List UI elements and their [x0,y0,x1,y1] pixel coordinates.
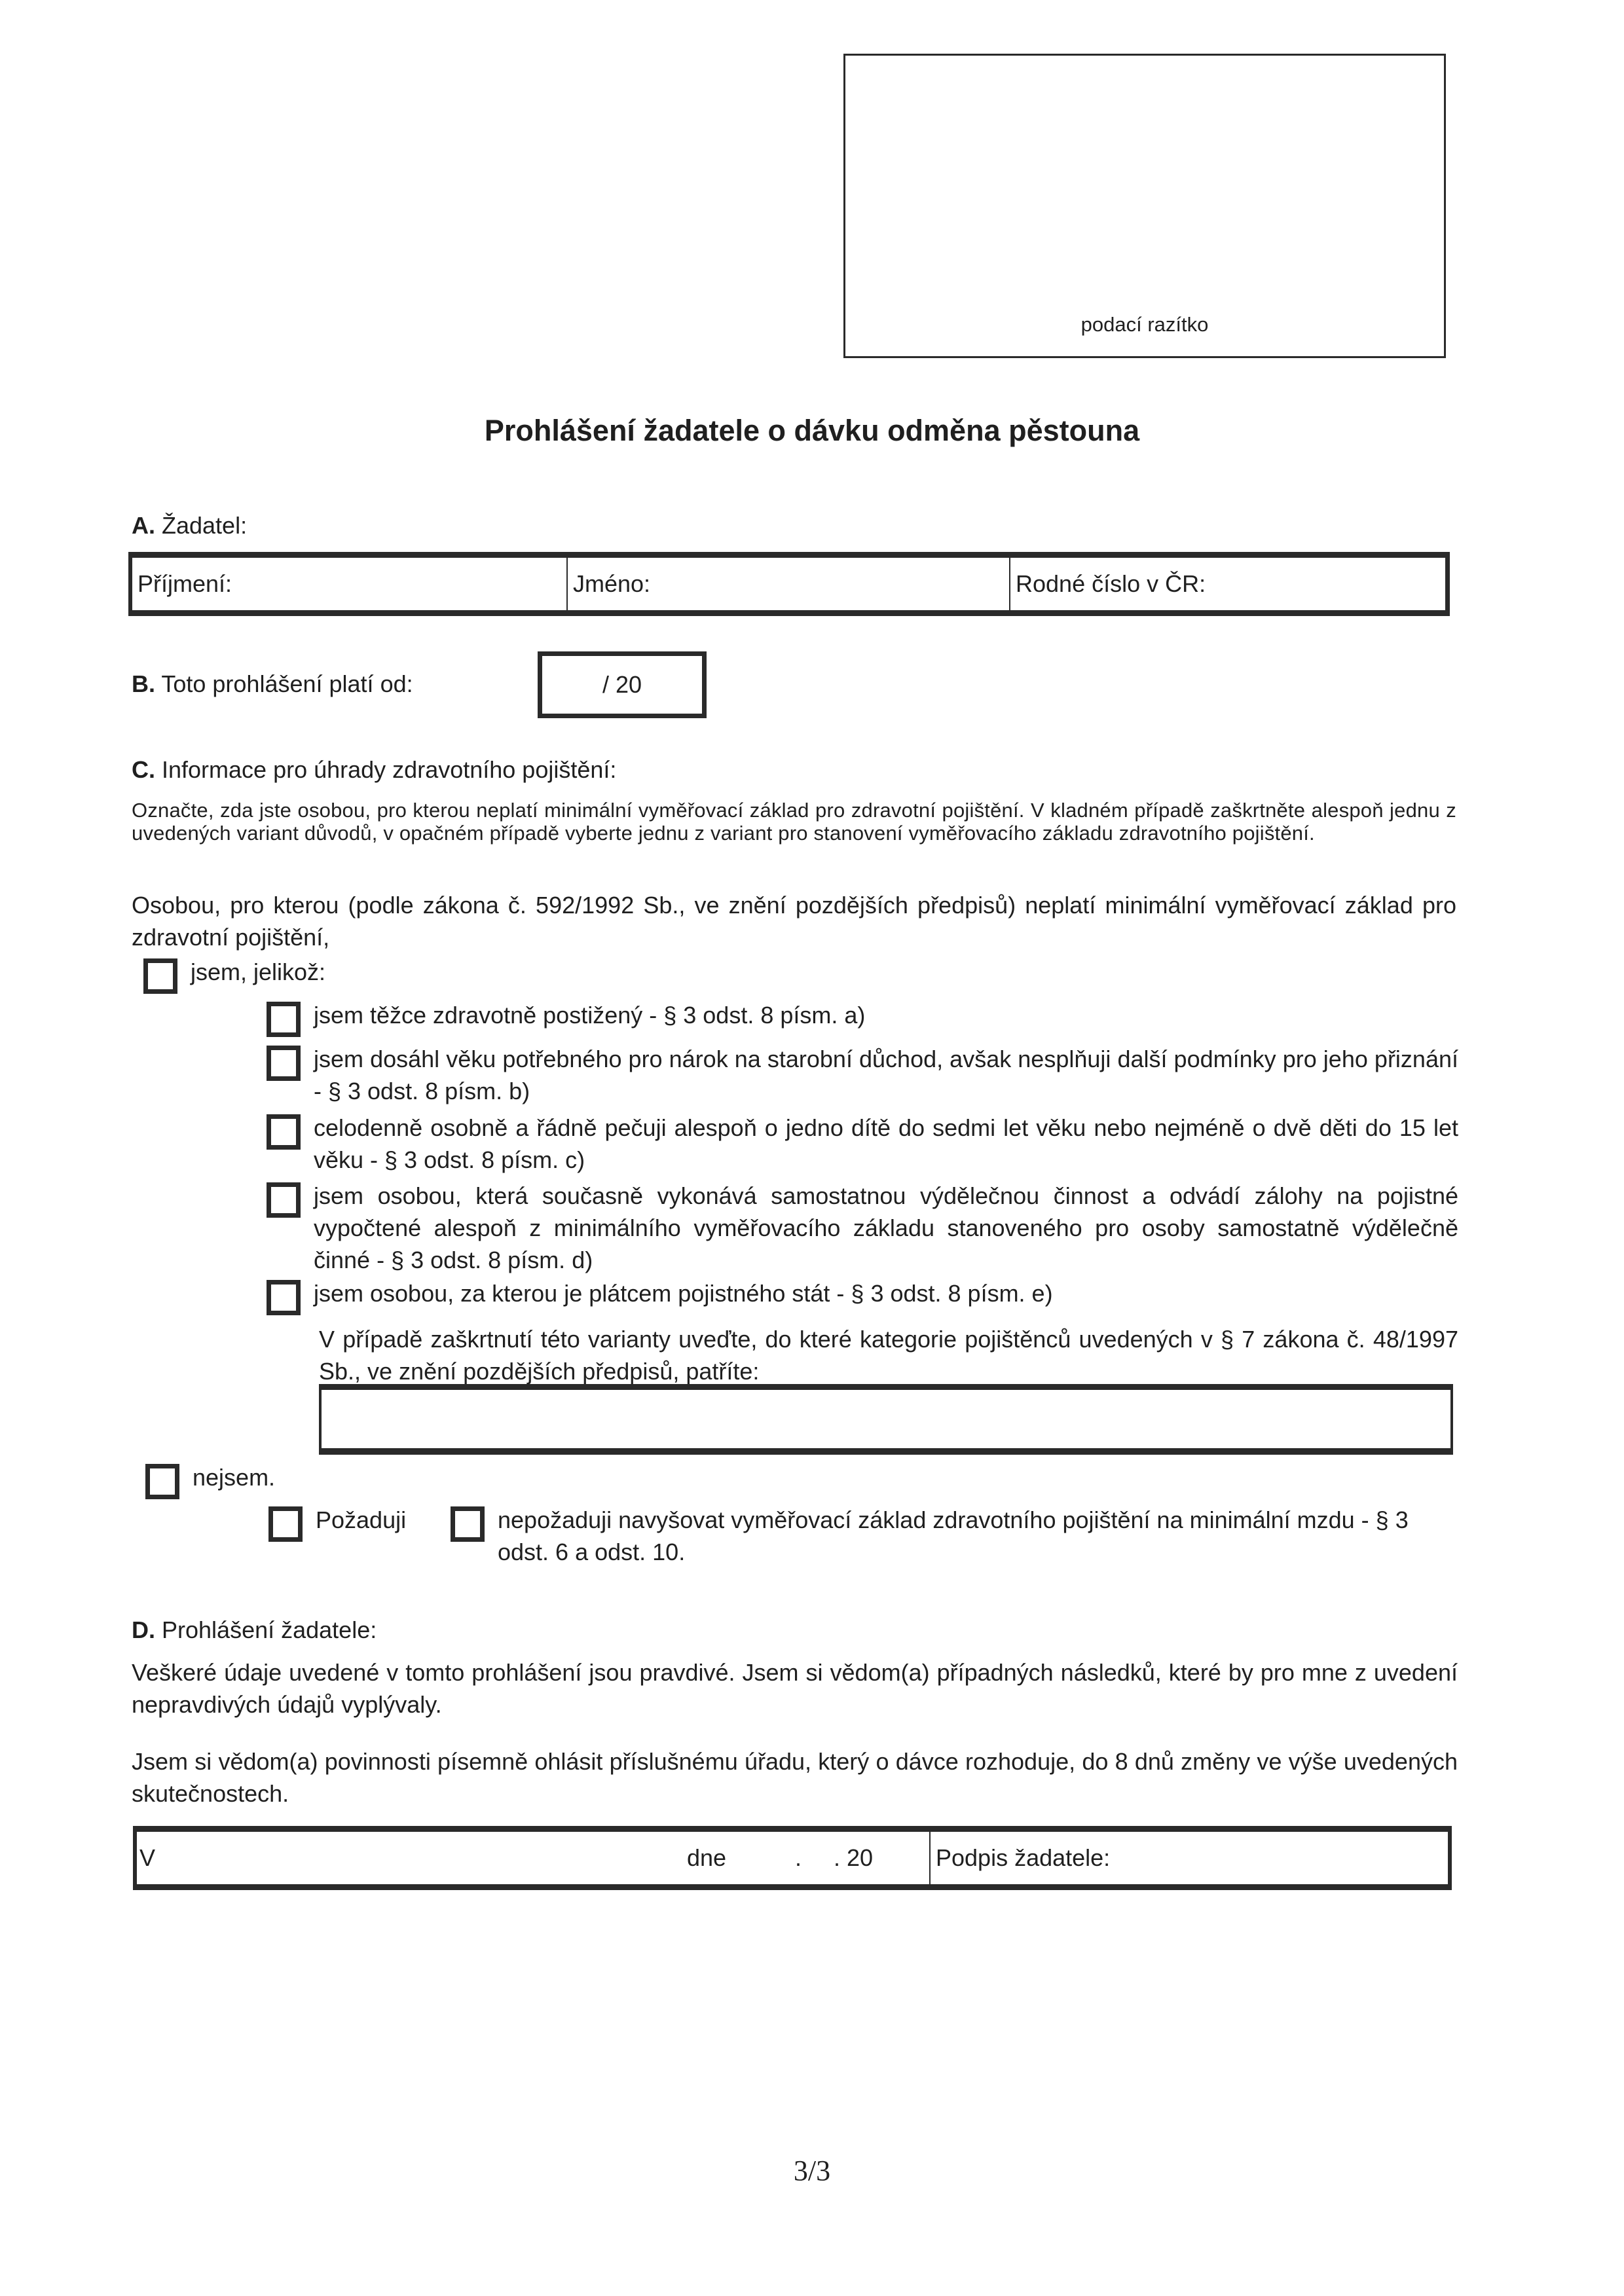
date-label: dne [687,1844,727,1871]
section-d-heading [132,1616,377,1644]
reason-b-label: jsem dosáhl věku potřebného pro nárok na starobní důchod, avšak nesplňuji další podmínky pro jeho přiznání - § 3 odst. 8 písm. b) [314,1046,1458,1104]
applicant-table [128,552,1450,616]
nejsem-label: nejsem. [193,1464,276,1491]
option-nepozaduji[interactable] [451,1506,1462,1568]
section-c-heading [132,756,616,784]
place-date-field[interactable] [137,1832,931,1884]
option-pozaduji[interactable] [268,1506,406,1542]
first-name-field[interactable] [566,558,1009,610]
category-note: V případě zaškrtnutí této varianty uveďte, do které kategorie pojištěnců uvedených v § 7 zákona č. 48/1997 Sb., ve znění pozdějších předpisů, patříte: [319,1326,1458,1385]
date-year: . 20 [834,1844,874,1871]
section-c-title: Informace pro úhrady zdravotního pojištění: [155,756,617,783]
reason-b[interactable] [267,1046,1458,1107]
reason-a[interactable] [267,1002,1458,1037]
jsem-label: jsem, jelikož: [191,958,326,985]
reason-a-checkbox[interactable] [267,1002,301,1037]
pozaduji-checkbox[interactable] [268,1506,303,1542]
page-title: Prohlášení žadatele o dávku odměna pěstouna [484,414,1140,447]
section-c-intro: Osobou, pro kterou (podle zákona č. 592/1992 Sb., ve znění pozdějších předpisů) neplatí minimální vyměřovací základ pro zdravotní pojištění, [132,892,1456,951]
section-d-letter: D. [132,1616,155,1643]
option-jsem[interactable] [143,958,325,994]
nejsem-checkbox[interactable] [145,1464,179,1499]
stamp-box [843,54,1446,358]
reason-e[interactable] [267,1280,1458,1315]
section-a-title: Žadatel: [155,512,248,539]
place-label: V [139,1844,156,1871]
section-a-heading [132,512,247,539]
first-name-label: Jméno: [573,570,651,597]
stamp-label: podací razítko [1080,313,1209,336]
surname-field[interactable] [132,558,566,610]
option-nejsem[interactable] [145,1464,275,1499]
birth-number-field[interactable] [1009,558,1445,610]
reason-c-label: celodenně osobně a řádně pečuji alespoň o jedno dítě do sedmi let věku nebo nejméně o dvě děti do 15 let věku - § 3 odst. 8 písm. c) [314,1114,1458,1173]
section-c-letter: C. [132,756,155,783]
nepozaduji-checkbox[interactable] [451,1506,485,1542]
section-a-letter: A. [132,512,155,539]
signature-table [133,1826,1452,1890]
section-c-instructions: Označte, zda jste osobou, pro kterou neplatí minimální vyměřovací základ pro zdravotní pojištění. V kladném případě zaškrtněte alespoň jednu z uvedených variant důvodů, v opačném případě vyberte jednu z variant pro stanovení vyměřovacího základu zdravotního pojištění. [132,799,1456,845]
section-b-heading [132,670,413,698]
declaration-paragraph-2: Jsem si vědom(a) povinnosti písemně ohlásit příslušnému úřadu, který o dávce rozhoduje, do 8 dnů změny ve výše uvedených skutečnostech. [132,1748,1458,1807]
signature-field[interactable] [931,1832,1448,1884]
reason-a-label: jsem těžce zdravotně postižený - § 3 odst. 8 písm. a) [314,1002,866,1029]
insured-category-field[interactable] [319,1384,1453,1455]
valid-from-date-value: / 20 [602,671,642,698]
reason-e-label: jsem osobou, za kterou je plátcem pojistného stát - § 3 odst. 8 písm. e) [314,1280,1053,1307]
declaration-paragraph-1: Veškeré údaje uvedené v tomto prohlášení jsou pravdivé. Jsem si vědom(a) případných následků, které by pro mne z uvedení nepravdivých údajů vyplývaly. [132,1659,1458,1718]
valid-from-date-field[interactable] [538,651,707,718]
section-b-title: Toto prohlášení platí od: [155,670,413,697]
signature-label: Podpis žadatele: [936,1844,1111,1871]
reason-d-label: jsem osobou, která současně vykonává samostatnou výdělečnou činnost a odvádí zálohy na pojistné vypočtené alespoň z minimálního vyměřovacího základu stanoveného pro osoby samostatně výdělečně činné - § 3 odst. 8 písm. d) [314,1182,1458,1273]
reason-c-checkbox[interactable] [267,1114,301,1150]
surname-label: Příjmení: [138,570,232,597]
reason-b-checkbox[interactable] [267,1046,301,1081]
birth-number-label: Rodné číslo v ČR: [1016,570,1206,597]
pozaduji-label: Požaduji [316,1506,407,1533]
reason-e-checkbox[interactable] [267,1280,301,1315]
reason-c[interactable] [267,1114,1458,1176]
date-dot: . [795,1844,802,1871]
page-number: 3/3 [793,2155,831,2187]
section-d-title: Prohlášení žadatele: [155,1616,377,1643]
section-b-letter: B. [132,670,155,697]
reason-d-checkbox[interactable] [267,1182,301,1218]
nepozaduji-label: nepožaduji navyšovat vyměřovací základ zdravotního pojištění na minimální mzdu - § 3 odst. 6 a odst. 10. [498,1506,1409,1565]
reason-d[interactable] [267,1182,1458,1276]
jsem-checkbox[interactable] [143,958,177,994]
